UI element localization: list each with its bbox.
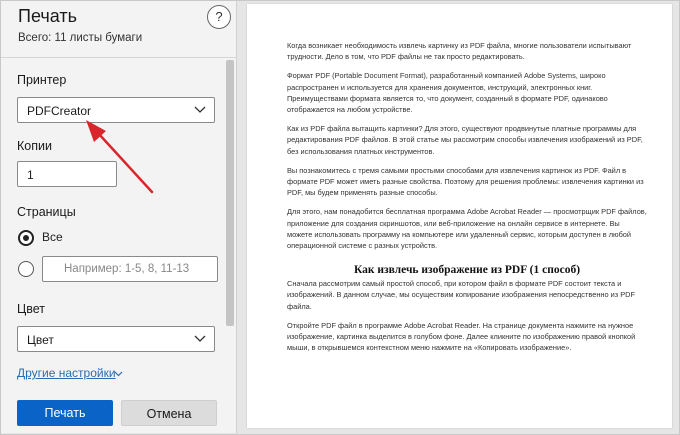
help-button[interactable]: ? <box>207 5 231 29</box>
printer-label: Принтер <box>17 73 67 87</box>
sheet-count: Всего: 11 листы бумаги <box>18 32 143 44</box>
pages-all-label: Все <box>42 230 63 244</box>
printer-value: PDFCreator <box>27 104 92 118</box>
copies-label: Копии <box>17 139 52 153</box>
document-paragraph: Для этого, нам понадобится бесплатная программа Adobe Acrobat Reader — просмотрщик PDF файлов, приложение для создания скриншотов, или веб-приложение на онлайн сервисе в интернете. Вы можете использовать программу на компьютере или удаленный сервис, которым доступен в любой операционной системе с разных устройств. <box>287 207 647 251</box>
document-paragraph: Откройте PDF файл в программе Adobe Acrobat Reader. На странице документа нажмите на нужное изображение, картинка выделится в голубом фоне. Далее кликните по изображению правой кнопкой мыши, в открывшемся контекстном меню нажмите на «Копировать изображение». <box>287 320 636 353</box>
settings-scrollbar[interactable] <box>226 60 234 326</box>
printer-select[interactable] <box>17 97 215 123</box>
document-content <box>287 40 647 361</box>
header-divider <box>1 57 236 58</box>
pages-all-radio[interactable] <box>18 230 34 246</box>
document-paragraph: Вы познакомитесь с тремя самыми простыми способами для извлечения картинок из PDF. Файл в формате PDF может иметь разные свойства. Поэтому для решения проблемы: извлечения картинки из PDF, мы будем применять разные способы. <box>287 165 644 198</box>
print-preview-page <box>247 4 672 428</box>
print-button[interactable]: Печать <box>17 400 113 426</box>
pages-range-input[interactable]: Например: 1-5, 8, 11-13 <box>42 256 218 282</box>
copies-value: 1 <box>27 168 34 182</box>
document-heading: Как извлечь изображение из PDF (1 способ) <box>353 264 581 277</box>
chevron-down-icon[interactable] <box>114 371 123 377</box>
pages-custom-radio[interactable] <box>18 261 34 277</box>
copies-input[interactable] <box>17 161 117 187</box>
document-paragraph: Сначала рассмотрим самый простой способ, при котором файл в формате PDF состоит текста и изображений. В данном случае, мы осуществим копирование изображения непосредственно из PDF файла. <box>287 279 636 311</box>
chevron-down-icon <box>194 106 206 114</box>
document-paragraph: Как из PDF файла вытащить картинки? Для этого, существуют продвинутые платные программы для редактирования PDF файлов. В этой статье мы рассмотрим способы извлечения изображений из PDF, без использования платных инструментов. <box>287 124 643 156</box>
document-paragraph: Формат PDF (Portable Document Format), разработанный компанией Adobe Systems, широко распространен и используется для хранения документов, инструкций, электронных книг. Преимуществами формата является то, что документ, созданный в формате PDF, одинаково отображается на любом устройстве. <box>287 71 608 115</box>
color-select[interactable] <box>17 326 215 352</box>
pages-label: Страницы <box>17 205 76 219</box>
color-label: Цвет <box>17 302 46 316</box>
dialog-title: Печать <box>18 6 77 26</box>
document-paragraph: Когда возникает необходимость извлечь картинку из PDF файла, многие пользователи испытывают трудности. Дело в том, что PDF файлы не так просто редактировать. <box>287 41 632 62</box>
more-settings-link[interactable]: Другие настройки <box>17 366 116 380</box>
chevron-down-icon <box>194 335 206 343</box>
cancel-button[interactable]: Отмена <box>121 400 217 426</box>
color-value: Цвет <box>27 333 54 347</box>
